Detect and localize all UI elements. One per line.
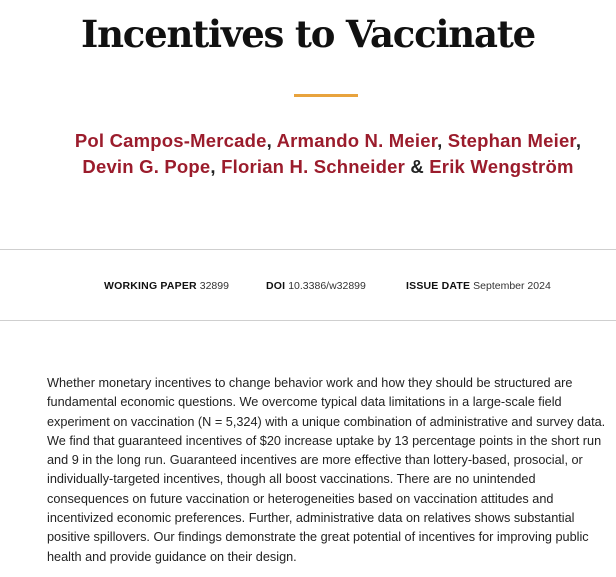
meta-divider-bottom — [0, 320, 616, 321]
author-separator: , — [266, 130, 277, 151]
author-list — [60, 128, 596, 180]
author-link[interactable]: Florian H. Schneider — [221, 156, 406, 177]
author-link[interactable]: Pol Campos-Mercade — [74, 130, 267, 151]
issue-date-value: September 2024 — [473, 280, 551, 292]
meta-divider-top — [0, 249, 616, 250]
author-separator: , — [210, 156, 222, 177]
author-link[interactable]: Erik Wengström — [429, 156, 574, 177]
author-link[interactable]: Devin G. Pope — [82, 156, 211, 177]
working-paper-number: 32899 — [199, 280, 229, 292]
page-title: Incentives to Vaccinate — [80, 12, 536, 56]
doi-value: 10.3386/w32899 — [288, 280, 366, 292]
author-link[interactable]: Armando N. Meier — [276, 130, 438, 151]
author-separator: , — [575, 130, 582, 151]
working-paper-label: WORKING PAPER — [104, 280, 197, 292]
author-separator: , — [437, 130, 448, 151]
doi-label: DOI — [266, 280, 286, 292]
issue-date-info — [406, 279, 551, 293]
issue-date-label: ISSUE DATE — [406, 280, 471, 292]
author-separator: & — [405, 156, 430, 177]
abstract-text: Whether monetary incentives to change behavior work and how they should be structured are fundamental economic questions. We overcome typical data limitations in a large-scale field experiment on vaccination (N = 5,324) with a unique combination of administrative and survey data. We find that guaranteed incentives of $20 increase uptake by 13 percentage points in the short run and 9 in the long run. Guaranteed incentives are more effective than lottery-based, prosocial, or individually-targeted incentives, though all boost vaccinations. There are no unintended consequences on future vaccination or heterogeneities based on vaccination attitudes and incentivized economic preferences. Further, administrative data on relatives shows substantial positive spillovers. Our findings demonstrate the great potential of incentives for improving public health and provide guidance on their design. — [47, 376, 606, 564]
doi-info — [266, 279, 366, 293]
working-paper-info — [104, 279, 229, 293]
title-accent-rule — [294, 94, 358, 97]
author-link[interactable]: Stephan Meier — [447, 130, 576, 151]
